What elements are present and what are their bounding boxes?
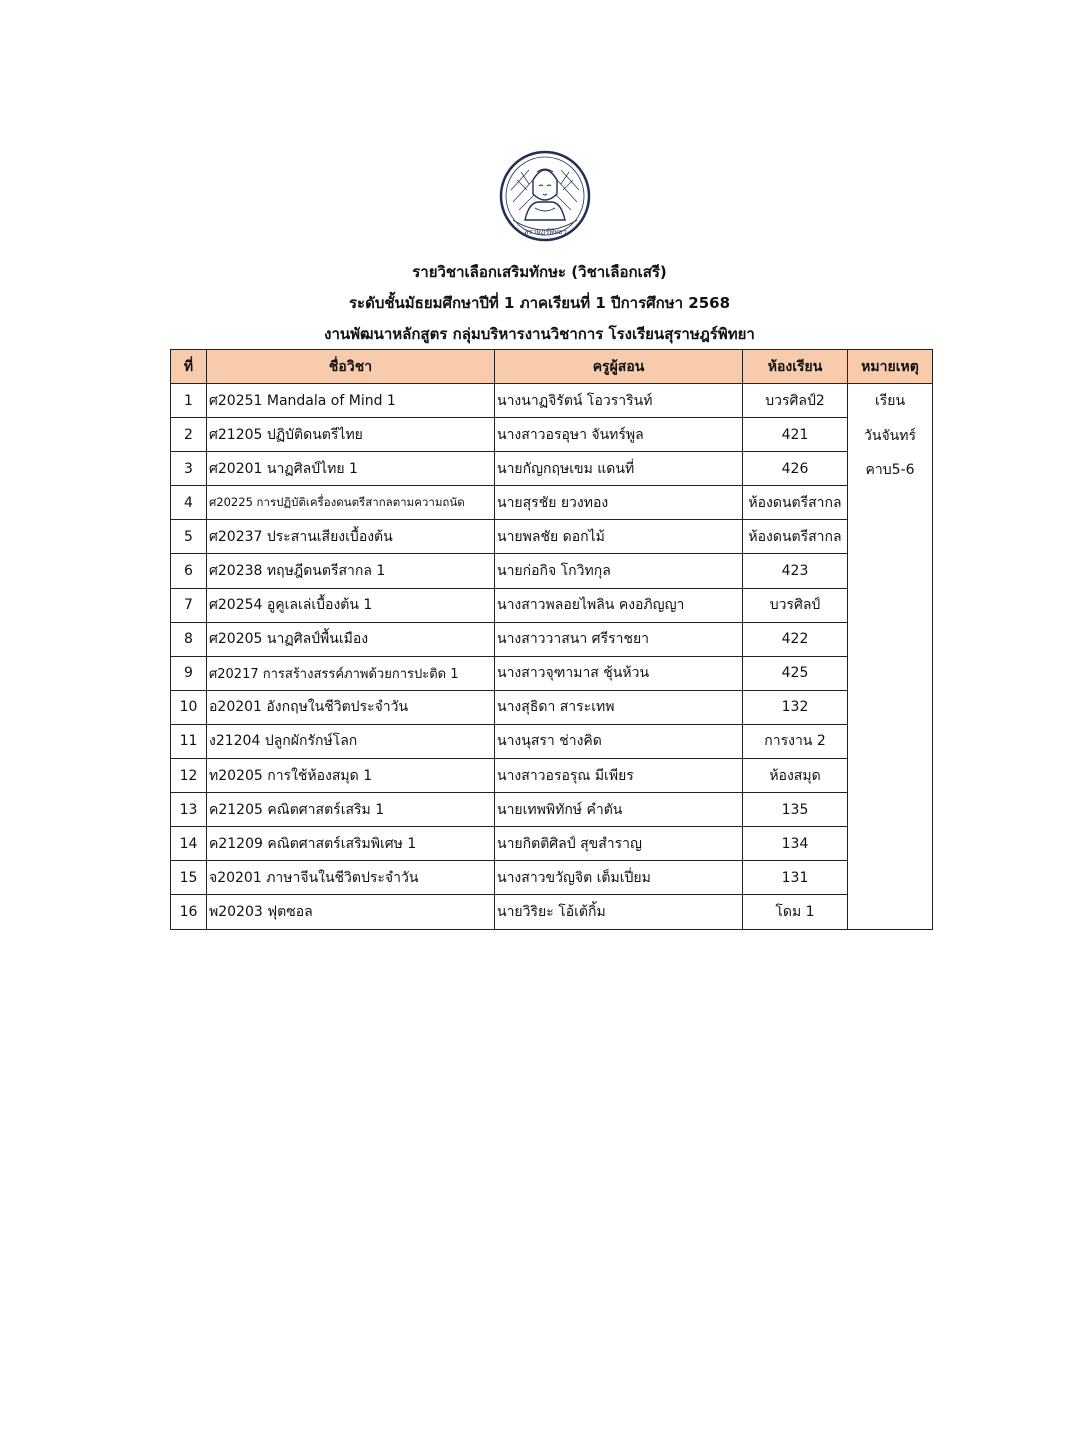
table-row xyxy=(171,452,933,486)
note-line-1: เรียน xyxy=(874,393,906,409)
teacher-cell: นายก่อกิจ โกวิทกุล xyxy=(495,554,743,588)
elective-schedule-table xyxy=(170,349,933,930)
room-cell: ห้องดนตรีสากล xyxy=(743,520,848,554)
room-cell: 135 xyxy=(743,793,848,827)
room-cell: การงาน 2 xyxy=(743,724,848,758)
title-block xyxy=(0,257,1079,350)
row-number: 15 xyxy=(171,861,207,895)
subject-cell: ศ20238 ทฤษฎีดนตรีสากล 1 xyxy=(207,554,495,588)
row-number: 7 xyxy=(171,588,207,622)
subject-cell: ง21204 ปลูกผักรักษ์โลก xyxy=(207,724,495,758)
subject-cell: ศ20217 การสร้างสรรค์ภาพด้วยการปะติด 1 xyxy=(207,656,495,690)
row-number: 6 xyxy=(171,554,207,588)
row-number: 14 xyxy=(171,827,207,861)
table-row xyxy=(171,656,933,690)
subject-cell: ศ20251 Mandala of Mind 1 xyxy=(207,384,495,418)
room-cell: 425 xyxy=(743,656,848,690)
note-line-2: วันจันทร์ xyxy=(864,427,916,444)
teacher-cell: นายวิริยะ โอ้เต้กิ้ม xyxy=(495,895,743,929)
teacher-cell: นายสุรชัย ยวงทอง xyxy=(495,486,743,520)
teacher-cell: นางนาฏจิรัตน์ โอวรารินท์ xyxy=(495,384,743,418)
room-cell: ห้องดนตรีสากล xyxy=(743,486,848,520)
table-row xyxy=(171,690,933,724)
teacher-cell: นางสาวจุฑามาส ชุ้นห้วน xyxy=(495,656,743,690)
subject-cell: ศ20201 นาฏศิลป์ไทย 1 xyxy=(207,452,495,486)
room-cell: บวรศิลป์2 xyxy=(743,384,848,418)
room-cell: โดม 1 xyxy=(743,895,848,929)
table-row xyxy=(171,486,933,520)
subject-cell: ศ20225 การปฏิบัติเครื่องดนตรีสากลตามความถนัด xyxy=(207,486,495,520)
teacher-cell: นางสาวพลอยไพลิน คงอภิญญา xyxy=(495,588,743,622)
teacher-cell: นายพลชัย ดอกไม้ xyxy=(495,520,743,554)
subject-cell: ศ20254 อูคูเลเล่เบื้องต้น 1 xyxy=(207,588,495,622)
table-row xyxy=(171,895,933,929)
row-number: 12 xyxy=(171,759,207,793)
table-row xyxy=(171,793,933,827)
row-number: 11 xyxy=(171,724,207,758)
subject-cell: ค21205 คณิตศาสตร์เสริม 1 xyxy=(207,793,495,827)
title-line-1: รายวิชาเลือกเสริมทักษะ (วิชาเลือกเสรี) xyxy=(412,263,667,281)
room-cell: 426 xyxy=(743,452,848,486)
room-cell: 421 xyxy=(743,418,848,452)
row-number: 16 xyxy=(171,895,207,929)
subject-cell: ท20205 การใช้ห้องสมุด 1 xyxy=(207,759,495,793)
table-row xyxy=(171,759,933,793)
room-cell: บวรศิลป์ xyxy=(743,588,848,622)
svg-text:สุราษฎร์พิทยา: สุราษฎร์พิทยา xyxy=(523,228,567,236)
table-row xyxy=(171,554,933,588)
subject-cell: อ20201 อังกฤษในชีวิตประจำวัน xyxy=(207,690,495,724)
subject-cell: ค21209 คณิตศาสตร์เสริมพิเศษ 1 xyxy=(207,827,495,861)
row-number: 4 xyxy=(171,486,207,520)
room-cell: 132 xyxy=(743,690,848,724)
room-cell: 131 xyxy=(743,861,848,895)
table-row xyxy=(171,724,933,758)
table-row xyxy=(171,861,933,895)
teacher-cell: นางสาวขวัญจิต เต็มเปี่ยม xyxy=(495,861,743,895)
table-row xyxy=(171,520,933,554)
col-header-subject: ชื่อวิชา xyxy=(207,350,495,384)
col-header-no: ที่ xyxy=(171,350,207,384)
title-line-2: ระดับชั้นมัธยมศึกษาปีที่ 1 ภาคเรียนที่ 1 ปีการศึกษา 2568 xyxy=(348,294,731,312)
subject-cell: ศ20205 นาฏศิลป์พื้นเมือง xyxy=(207,622,495,656)
row-number: 3 xyxy=(171,452,207,486)
subject-cell: พ20203 ฟุตซอล xyxy=(207,895,495,929)
table-header-row xyxy=(171,350,933,384)
note-cell xyxy=(848,384,933,930)
col-header-note: หมายเหตุ xyxy=(848,350,933,384)
teacher-cell: นางสาวอรอรุณ มีเพียร xyxy=(495,759,743,793)
room-cell: 423 xyxy=(743,554,848,588)
col-header-teacher: ครูผู้สอน xyxy=(495,350,743,384)
teacher-cell: นายเทพพิทักษ์ คำตัน xyxy=(495,793,743,827)
row-number: 9 xyxy=(171,656,207,690)
room-cell: 422 xyxy=(743,622,848,656)
row-number: 1 xyxy=(171,384,207,418)
row-number: 5 xyxy=(171,520,207,554)
table-row xyxy=(171,384,933,418)
row-number: 13 xyxy=(171,793,207,827)
table-row xyxy=(171,418,933,452)
subject-cell: ศ21205 ปฏิบัติดนตรีไทย xyxy=(207,418,495,452)
subject-cell: ศ20237 ประสานเสียงเบื้องต้น xyxy=(207,520,495,554)
row-number: 2 xyxy=(171,418,207,452)
teacher-cell: นายกิตติศิลป์ สุขสำราญ xyxy=(495,827,743,861)
table-row xyxy=(171,588,933,622)
teacher-cell: นางสาวอรอุษา จันทร์พูล xyxy=(495,418,743,452)
school-logo xyxy=(499,150,591,242)
col-header-room: ห้องเรียน xyxy=(743,350,848,384)
row-number: 8 xyxy=(171,622,207,656)
teacher-cell: นายกัญกฤษเขม แดนที่ xyxy=(495,452,743,486)
title-line-3: งานพัฒนาหลักสูตร กลุ่มบริหารงานวิชาการ โรงเรียนสุราษฎร์พิทยา xyxy=(324,325,755,343)
row-number: 10 xyxy=(171,690,207,724)
table-row xyxy=(171,622,933,656)
teacher-cell: นางนุสรา ช่างคิด xyxy=(495,724,743,758)
subject-cell: จ20201 ภาษาจีนในชีวิตประจำวัน xyxy=(207,861,495,895)
room-cell: ห้องสมุด xyxy=(743,759,848,793)
room-cell: 134 xyxy=(743,827,848,861)
note-line-3: คาบ5-6 xyxy=(865,462,915,479)
table-row xyxy=(171,827,933,861)
teacher-cell: นางสาววาสนา ศรีราชยา xyxy=(495,622,743,656)
teacher-cell: นางสุธิดา สาระเทพ xyxy=(495,690,743,724)
